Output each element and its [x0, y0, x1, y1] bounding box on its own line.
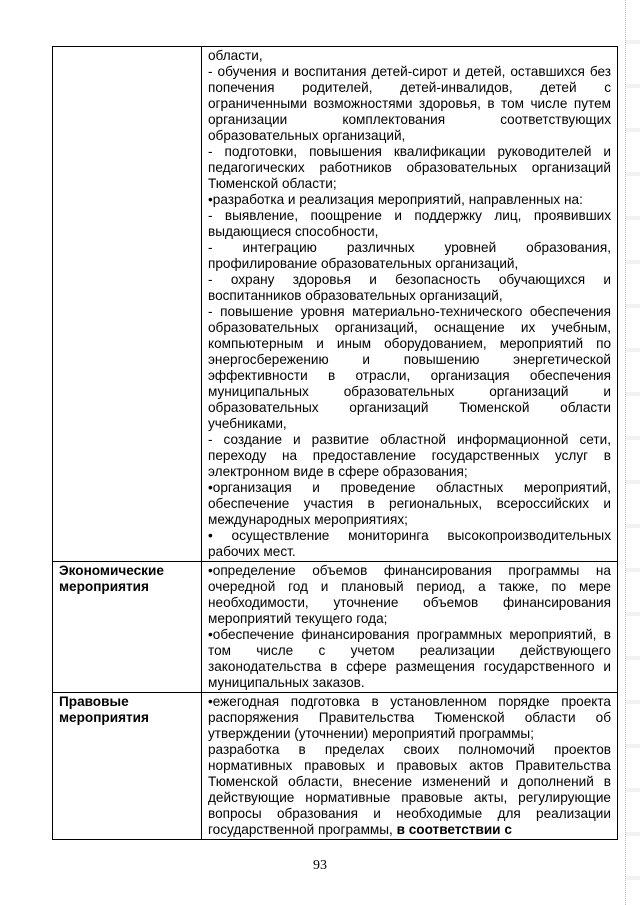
row-label: Экономические мероприятия [53, 562, 202, 693]
bold-text: в соответствии с [396, 822, 512, 837]
list-item: - выявление, поощрение и поддержку лиц, проявивших выдающиеся способности, [208, 208, 611, 239]
list-item: •ежегодная подготовка в установленном порядке проекта распоряжения Правительства Тюменской области об утверждении (уточнении) мероприятий программы; [208, 694, 611, 741]
table-row [53, 47, 618, 562]
list-item: •обеспечение финансирования программных мероприятий, в том числе с учетом реализации действующего законодательства в сфере размещения государственного и муниципальных заказов. [208, 627, 611, 690]
list-item: области, [208, 48, 263, 63]
table-row [53, 562, 618, 693]
measures-table [52, 46, 618, 840]
row-label: Правовые мероприятия [53, 693, 202, 840]
list-item [208, 742, 611, 838]
list-item: - создание и развитие областной информационной сети, переходу на предоставление государственных услуг в электронном виде в сфере образования; [208, 432, 611, 479]
table-row [53, 693, 618, 840]
row-content [202, 693, 618, 840]
page-number: 93 [313, 858, 327, 873]
list-item: •организация и проведение областных мероприятий, обеспечение участия в региональных, всероссийских и международных мероприятиях; [208, 480, 611, 527]
list-item: - повышение уровня материально-технического обеспечения образовательных организаций, оснащение их учебным, компьютерным и иным оборудованием, мероприятий по энергосбережению и повышению энергетической эффективности в отрасли, организация обеспечения муниципальных образовательных организаций и образовательных организаций Тюменской области учебниками, [208, 304, 611, 431]
list-item-text: разработка в пределах своих полномочий проектов нормативных правовых и правовых актов Правительства Тюменской области, внесение изменений и дополнений в действующие нормативные правовые акты, регулирующие вопросы образования и необходимые для реализации государственной программы, [208, 742, 611, 837]
list-item: - охрану здоровья и безопасность обучающихся и воспитанников образовательных организаций, [208, 272, 611, 303]
row-content [202, 562, 618, 693]
list-item: • осуществление мониторинга высокопроизводительных рабочих мест. [208, 528, 611, 559]
list-item: - интеграцию различных уровней образования, профилирование образовательных организаций, [208, 240, 611, 271]
row-content [202, 47, 618, 562]
list-item: - обучения и воспитания детей-сирот и детей, оставшихся без попечения родителей, детей-инвалидов, детей с ограниченными возможностями здоровья, в том числе путем организации комплектования соответствующих образовательных организаций, [208, 64, 611, 143]
list-item: - подготовки, повышения квалификации руководителей и педагогических работников образовательных организаций Тюменской области; [208, 144, 611, 191]
list-item: •определение объемов финансирования программы на очередной год и плановый период, а также, по мере необходимости, уточнение объемов финансирования мероприятий текущего года; [208, 563, 611, 626]
row-label [53, 47, 202, 562]
scan-page-edge [625, 0, 640, 905]
list-item: •разработка и реализация мероприятий, направленных на: [208, 192, 583, 207]
